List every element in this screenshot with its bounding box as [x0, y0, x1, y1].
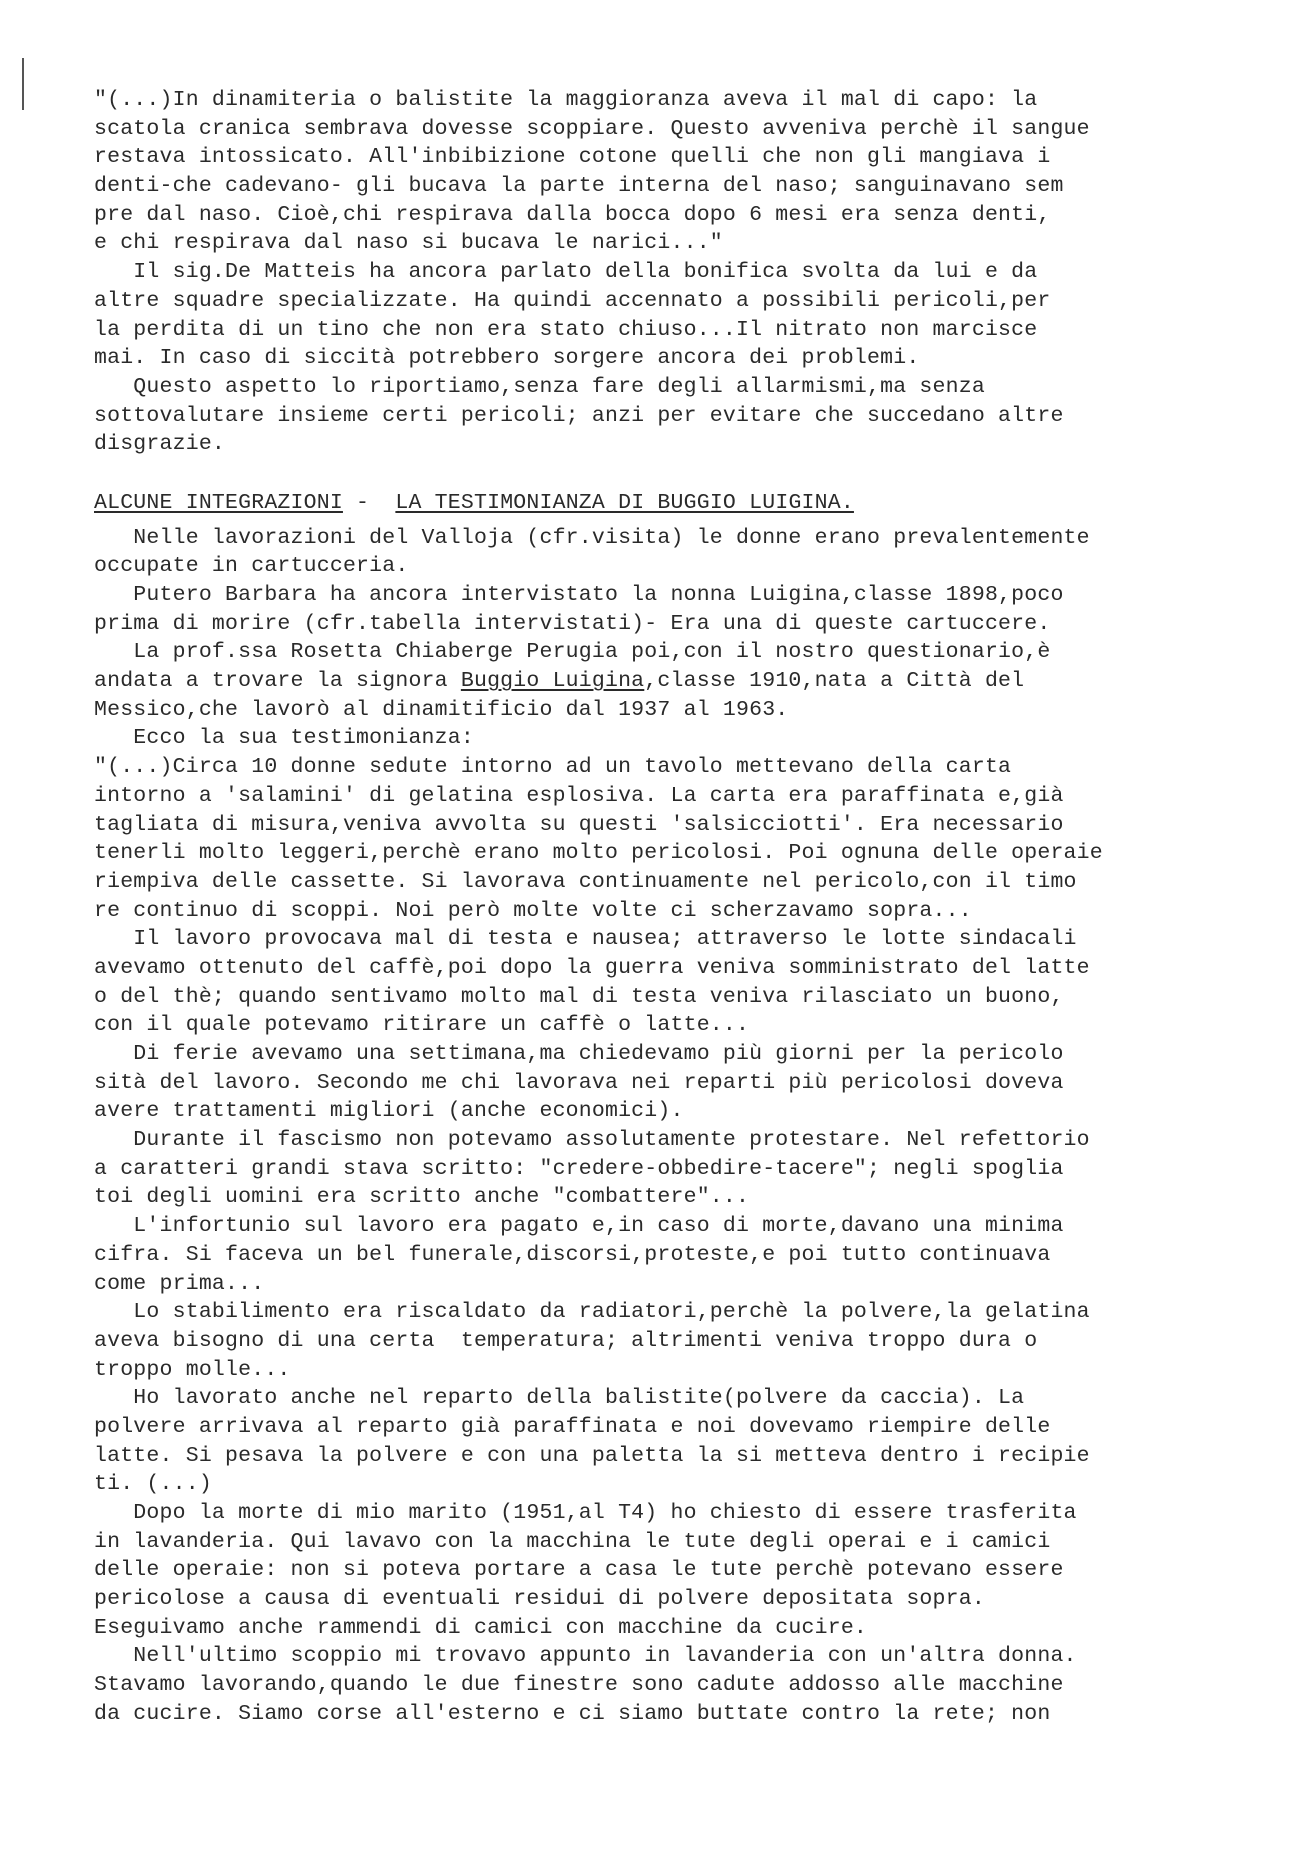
section-gap [94, 459, 1264, 489]
text-line: Il sig.De Matteis ha ancora parlato della bonifica svolta da lui e da [94, 260, 1038, 285]
text-line: "(...)In dinamiteria o balistite la maggioranza aveva il mal di capo: la [94, 88, 1038, 112]
text-line: tenerli molto leggeri,perchè erano molto pericolosi. Poi ognuna delle operaie [94, 841, 1103, 866]
text-line: Dopo la morte di mio marito (1951,al T4) ho chiesto di essere trasferita [94, 1501, 1077, 1525]
text-line: prima di morire (cfr.tabella intervistati)- Era una di queste cartuccere. [94, 611, 1051, 636]
text-line: troppo molle... [94, 1357, 291, 1382]
text-line: Messico,che lavorò al dinamitificio dal 1937 al 1963. [94, 697, 789, 722]
text-line: pre dal naso. Cioè,chi respirava dalla bocca dopo 6 mesi era senza denti, [94, 202, 1051, 227]
text-line: riempiva delle cassette. Si lavorava continuamente nel pericolo,con il timo [94, 869, 1077, 894]
text-line: scatola cranica sembrava dovesse scoppiare. Questo avveniva perchè il sangue [94, 116, 1090, 141]
buggio-line-prefix: andata a trovare la signora [94, 669, 461, 694]
text-line: denti-che cadevano- gli bucava la parte interna del naso; sanguinavano sem [94, 174, 1064, 199]
text-line: La prof.ssa Rosetta Chiaberge Perugia poi,con il nostro questionario,è [94, 640, 1051, 665]
text-line: Durante il fascismo non potevamo assolutamente protestare. Nel refettorio [94, 1128, 1090, 1153]
text-line: tagliata di misura,veniva avvolta su questi 'salsicciotti'. Era necessario [94, 812, 1064, 837]
margin-mark [22, 58, 24, 110]
text-line: o del thè; quando sentivamo molto mal di testa veniva rilasciato un buono, [94, 984, 1064, 1009]
text-line: intorno a 'salamini' di gelatina esplosiva. La carta era paraffinata e,già [94, 783, 1064, 808]
text-line: sottovalutare insieme certi pericoli; anzi per evitare che succedano altre [94, 403, 1064, 428]
text-line: avere trattamenti migliori (anche economici). [94, 1099, 684, 1124]
text-line: Stavamo lavorando,quando le due finestre sono cadute addosso alle macchine [94, 1673, 1064, 1698]
text-line: in lavanderia. Qui lavavo con la macchina le tute degli operai e i camici [94, 1529, 1051, 1554]
heading-part-2: LA TESTIMONIANZA DI BUGGIO LUIGINA. [395, 490, 854, 515]
text-line: ti. (...) [94, 1472, 212, 1497]
heading-separator: - [342, 490, 396, 515]
text-line: Putero Barbara ha ancora intervistato la nonna Luigina,classe 1898,poco [94, 583, 1064, 607]
text-line: disgrazie. [94, 432, 226, 457]
text-line: Nell'ultimo scoppio mi trovavo appunto in lavanderia con un'altra donna. [94, 1644, 1077, 1669]
text-line: mai. In caso di siccità potrebbero sorgere ancora dei problemi. [94, 346, 920, 371]
text-line: Il lavoro provocava mal di testa e nausea; attraverso le lotte sindacali [94, 927, 1077, 952]
text-line: polvere arrivava al reparto già paraffinata e noi dovevamo riempire delle [94, 1414, 1051, 1439]
text-line: Eseguivamo anche rammendi di camici con macchine da cucire. [94, 1615, 868, 1640]
page-text [94, 86, 1264, 1729]
text-line: Lo stabilimento era riscaldato da radiatori,perchè la polvere,la gelatina [94, 1300, 1090, 1325]
buggio-name: Buggio Luigina [460, 669, 645, 694]
text-line: altre squadre specializzate. Ha quindi accennato a possibili pericoli,per [94, 288, 1051, 313]
text-line: sità del lavoro. Secondo me chi lavorava nei reparti più pericolosi doveva [94, 1070, 1064, 1095]
text-line: Nelle lavorazioni del Valloja (cfr.visita) le donne erano prevalentemente [94, 525, 1090, 550]
text-line: occupate in cartucceria. [94, 554, 409, 579]
text-line: toi degli uomini era scritto anche "combattere"... [94, 1185, 750, 1210]
text-line: "(...)Circa 10 donne sedute intorno ad un tavolo mettevano della carta [94, 755, 1012, 780]
text-line: Questo aspetto lo riportiamo,senza fare degli allarmismi,ma senza [94, 374, 985, 399]
text-line: a caratteri grandi stava scritto: "credere-obbedire-tacere"; negli spoglia [94, 1156, 1064, 1181]
text-line: la perdita di un tino che non era stato chiuso...Il nitrato non marcisce [94, 317, 1038, 342]
section-heading [94, 489, 1264, 518]
text-line: pericolose a causa di eventuali residui di polvere depositata sopra. [94, 1587, 985, 1612]
text-line: e chi respirava dal naso si bucava le narici..." [94, 231, 723, 256]
text-line: Ecco la sua testimonianza: [94, 726, 474, 751]
text-line: cifra. Si faceva un bel funerale,discorsi,proteste,e poi tutto continuava [94, 1242, 1051, 1267]
heading-part-1: ALCUNE INTEGRAZIONI [94, 490, 343, 515]
text-line: da cucire. Siamo corse all'esterno e ci siamo buttate contro la rete; non [94, 1701, 1051, 1726]
text-line [94, 667, 1264, 696]
text-line: Di ferie avevamo una settimana,ma chiedevamo più giorni per la pericolo [94, 1042, 1064, 1066]
buggio-line-suffix: ,classe 1910,nata a Città del [644, 669, 1025, 694]
text-line: latte. Si pesava la polvere e con una paletta la si metteva dentro i recipie [94, 1443, 1090, 1468]
text-line: con il quale potevamo ritirare un caffè o latte... [94, 1013, 750, 1038]
text-line: aveva bisogno di una certa temperatura; altrimenti veniva troppo dura o [94, 1328, 1038, 1353]
text-line: come prima... [94, 1271, 265, 1296]
text-line: delle operaie: non si poteva portare a casa le tute perchè potevano essere [94, 1558, 1064, 1583]
text-line: Ho lavorato anche nel reparto della balistite(polvere da caccia). La [94, 1386, 1025, 1411]
text-line: restava intossicato. All'inbibizione cotone quelli che non gli mangiava i [94, 145, 1051, 170]
text-line: re continuo di scoppi. Noi però molte volte ci scherzavamo sopra... [94, 898, 972, 923]
text-line: L'infortunio sul lavoro era pagato e,in caso di morte,davano una minima [94, 1214, 1064, 1239]
text-line: avevamo ottenuto del caffè,poi dopo la guerra veniva somministrato del latte [94, 955, 1090, 980]
